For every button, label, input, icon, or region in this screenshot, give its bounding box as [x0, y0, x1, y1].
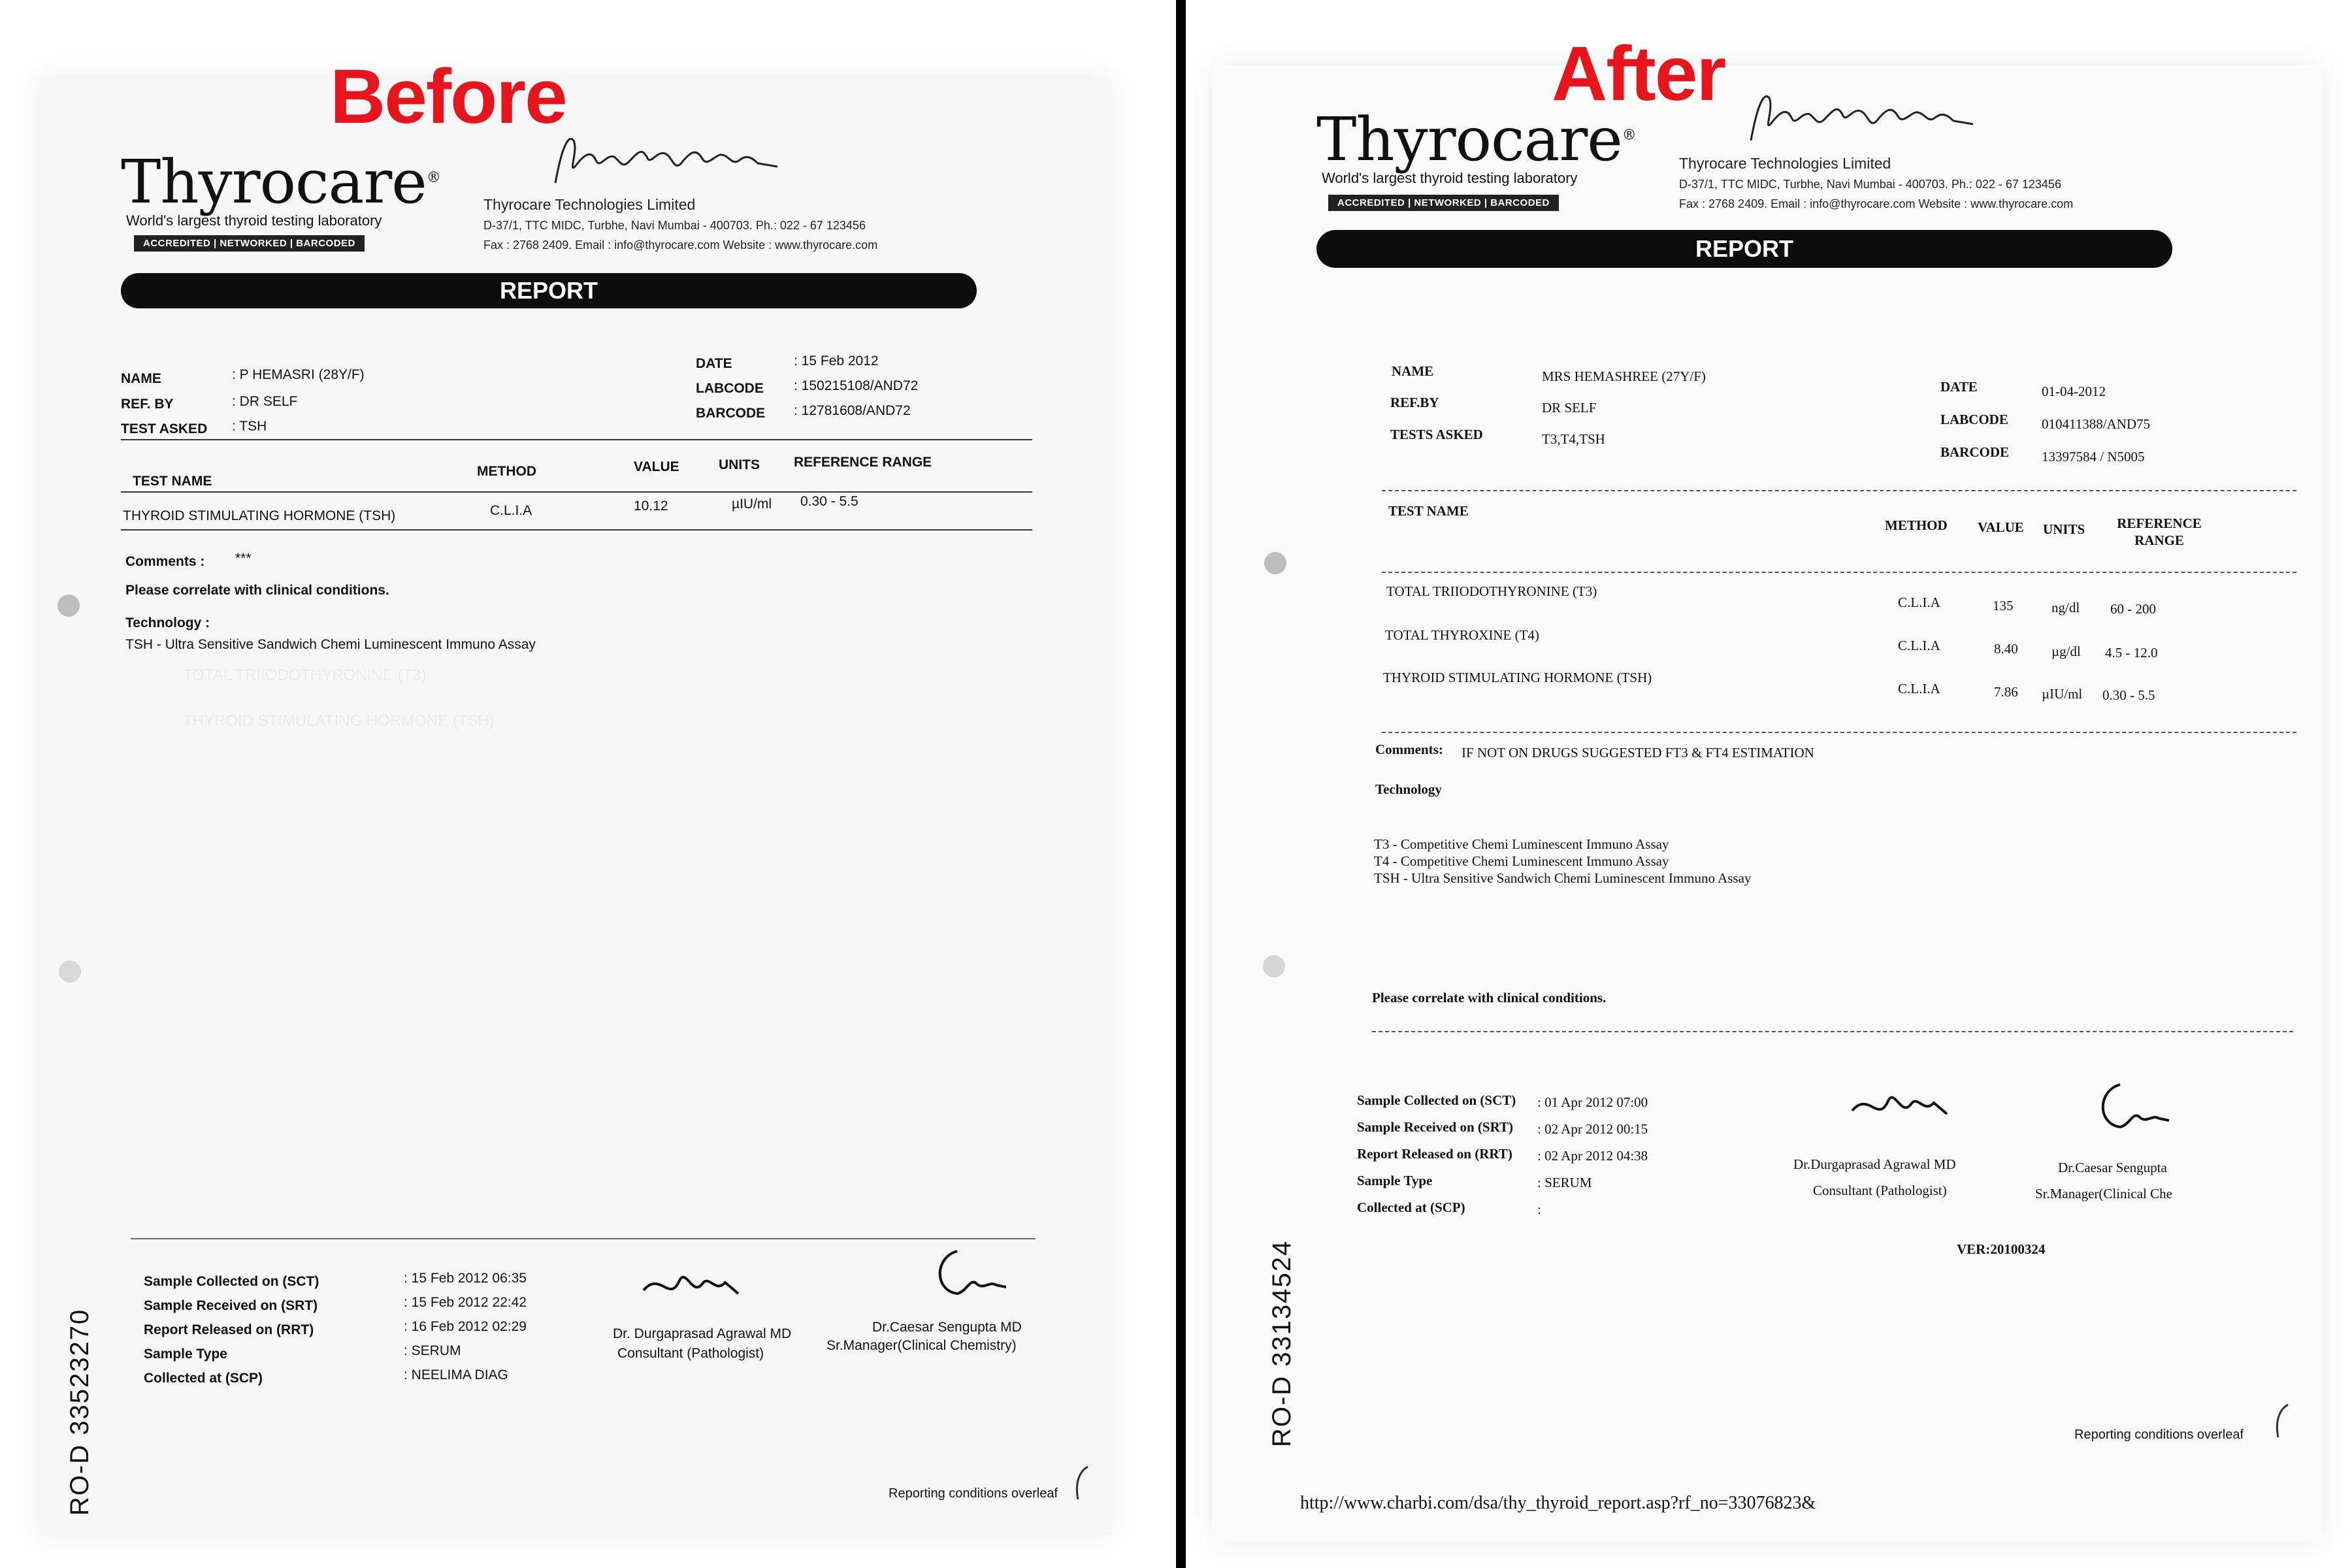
doctor2-name: Dr.Caesar Sengupta: [2058, 1160, 2167, 1175]
thyrocare-logo: [1316, 105, 1636, 174]
company-contact: Fax : 2768 2409. Email : info@thyrocare.com Website : www.thyrocare.com: [483, 238, 878, 252]
th-method: METHOD: [477, 464, 536, 479]
th-test-name: TEST NAME: [133, 474, 212, 489]
comments-value: IF NOT ON DRUGS SUGGESTED FT3 & FT4 ESTIMATION: [1462, 745, 1814, 760]
sample-received-label: Sample Received on (SRT): [144, 1298, 318, 1313]
row-range: 60 - 200: [2110, 601, 2156, 617]
row-range: 0.30 - 5.5: [800, 494, 858, 509]
before-label: Before: [330, 54, 566, 140]
barcode-label: BARCODE: [1940, 444, 2010, 460]
name-label: NAME: [1392, 363, 1434, 379]
sample-type-label: Sample Type: [1357, 1173, 1433, 1188]
row-method: C.L.I.A: [1898, 595, 1940, 610]
row-units: µIU/ml: [732, 497, 772, 512]
row-value: 8.40: [1994, 641, 2018, 657]
divider-rule: [121, 439, 1032, 440]
sample-received-value: : 02 Apr 2012 00:15: [1537, 1121, 1648, 1137]
report-released-label: Report Released on (RRT): [144, 1322, 314, 1337]
signature-icon: [640, 1264, 745, 1310]
printed-url: http://www.charbi.com/dsa/thy_thyroid_report.asp?rf_no=33076823&: [1300, 1493, 1816, 1513]
date-label: DATE: [696, 356, 732, 371]
refby-value: DR SELF: [1542, 400, 1597, 416]
report-released-label: Report Released on (RRT): [1357, 1146, 1512, 1162]
punch-hole: [1263, 955, 1285, 977]
correlate-note: Please correlate with clinical conditions.: [1372, 990, 1607, 1005]
th-value: VALUE: [1978, 519, 2024, 535]
row-method: C.L.I.A: [1898, 638, 1940, 653]
sample-collected-label: Sample Collected on (SCT): [1357, 1092, 1516, 1108]
refby-label: REF. BY: [121, 397, 174, 412]
table-header-rule: [1382, 572, 2296, 573]
row-value: 10.12: [634, 498, 668, 514]
handwriting-icon: [549, 121, 784, 199]
after-panel: [1186, 0, 2352, 1568]
sample-collected-label: Sample Collected on (SCT): [144, 1274, 319, 1289]
punch-hole: [59, 960, 81, 983]
row-units: ng/dl: [2051, 600, 2080, 615]
th-reference-range: REFERENCE RANGE: [794, 455, 932, 470]
registered-mark: ®: [426, 169, 440, 186]
company-address: D-37/1, TTC MIDC, Turbhe, Navi Mumbai - 400703. Ph.: 022 - 67 123456: [483, 219, 866, 232]
correlate-note: Please correlate with clinical conditions.: [125, 583, 389, 598]
comments-label: Comments:: [1375, 742, 1443, 757]
row-value: 7.86: [1994, 684, 2018, 700]
name-value: MRS HEMASHREE (27Y/F): [1542, 368, 1706, 384]
company-name: Thyrocare Technologies Limited: [1679, 155, 1891, 172]
sample-type-value: : SERUM: [404, 1343, 461, 1358]
bleed-through-text: THYROID STIMULATING HORMONE (TSH): [183, 712, 495, 730]
version-label: VER:20100324: [1957, 1241, 2046, 1257]
row-test-name: TOTAL TRIIODOTHYRONINE (T3): [1386, 583, 1597, 599]
logo-text: Thyrocare: [1316, 105, 1622, 174]
handwritten-note: [549, 121, 784, 199]
doctor1-title: Consultant (Pathologist): [1813, 1183, 1947, 1198]
row-method: C.L.I.A: [490, 503, 532, 518]
bleed-through-text: TOTAL TRIIODOTHYRONINE (T3): [183, 666, 427, 684]
tests-label: TESTS ASKED: [1390, 427, 1483, 442]
sample-collected-value: : 15 Feb 2012 06:35: [404, 1271, 527, 1286]
collected-at-value: :: [1537, 1201, 1541, 1217]
signature-icon: [1849, 1085, 1953, 1130]
collected-at-value: : NEELIMA DIAG: [404, 1367, 508, 1382]
after-label: After: [1552, 31, 1725, 117]
barcode-value: : 12781608/AND72: [794, 403, 911, 418]
row-units: µg/dl: [2051, 644, 2081, 659]
technology-line: T4 - Competitive Chemi Luminescent Immuno Assay: [1374, 853, 1669, 869]
doctor2-title: Sr.Manager(Clinical Che: [2035, 1186, 2172, 1201]
th-method: METHOD: [1885, 517, 1948, 533]
sample-type-value: : SERUM: [1537, 1175, 1592, 1190]
punch-hole: [57, 595, 80, 617]
company-contact: Fax : 2768 2409. Email : info@thyrocare.com Website : www.thyrocare.com: [1679, 197, 2074, 210]
after-report-page: [1212, 65, 2323, 1542]
labcode-value: 010411388/AND75: [2042, 416, 2151, 432]
report-title-bar: REPORT: [1316, 230, 2172, 268]
refby-value: : DR SELF: [232, 394, 298, 409]
logo-text: Thyrocare: [121, 147, 427, 217]
refby-label: REF.BY: [1390, 395, 1439, 410]
comments-label: Comments :: [125, 554, 205, 569]
th-value: VALUE: [634, 459, 679, 474]
footer-rule: [1372, 1031, 2293, 1032]
date-label: DATE: [1940, 379, 1978, 395]
thyrocare-logo: [121, 147, 440, 217]
signature-icon: [931, 1245, 1009, 1303]
row-range: 0.30 - 5.5: [2102, 687, 2155, 703]
barcode-value: 13397584 / N5005: [2042, 449, 2145, 465]
doctor2-title: Sr.Manager(Clinical Chemistry): [826, 1338, 1017, 1353]
collected-at-label: Collected at (SCP): [1357, 1200, 1465, 1215]
doctor1-title: Consultant (Pathologist): [617, 1346, 764, 1361]
registered-mark: ®: [1622, 127, 1636, 144]
technology-line: TSH - Ultra Sensitive Sandwich Chemi Luminescent Immuno Assay: [125, 637, 536, 652]
row-test-name: TOTAL THYROXINE (T4): [1385, 627, 1539, 643]
row-method: C.L.I.A: [1898, 681, 1940, 696]
doctor2-name: Dr.Caesar Sengupta MD: [872, 1320, 1022, 1335]
name-value: : P HEMASRI (28Y/F): [232, 367, 365, 382]
handwriting-icon: [1744, 78, 1980, 157]
table-bottom-rule: [121, 529, 1032, 531]
sample-received-label: Sample Received on (SRT): [1357, 1119, 1513, 1135]
report-released-value: : 02 Apr 2012 04:38: [1537, 1148, 1648, 1164]
th-units: UNITS: [719, 457, 760, 472]
tests-value: : TSH: [232, 419, 267, 434]
doctor1-name: Dr. Durgaprasad Agrawal MD: [613, 1326, 792, 1341]
row-range: 4.5 - 12.0: [2105, 645, 2158, 661]
table-bottom-rule: [1382, 732, 2296, 733]
vertical-barcode-number: RO-D 33134524: [1267, 1239, 1296, 1447]
sample-type-label: Sample Type: [144, 1347, 227, 1362]
punch-hole: [1264, 552, 1286, 574]
barcode-label: BARCODE: [696, 406, 766, 421]
accreditation-strip: ACCREDITED | NETWORKED | BARCODED: [1328, 195, 1559, 211]
divider-rule: [1382, 490, 2296, 491]
row-test-name: THYROID STIMULATING HORMONE (TSH): [1383, 670, 1652, 685]
technology-line: T3 - Competitive Chemi Luminescent Immuno Assay: [1374, 836, 1669, 852]
th-test-name: TEST NAME: [1388, 503, 1469, 519]
logo-tagline: World's largest thyroid testing laboratory: [126, 212, 382, 229]
comments-value: ***: [235, 551, 252, 566]
signature-icon: [2094, 1078, 2172, 1137]
panel-divider: [1176, 0, 1186, 1568]
collected-at-label: Collected at (SCP): [144, 1371, 263, 1386]
vertical-barcode-number: RO-D 33523270: [65, 1308, 94, 1516]
row-units: µIU/ml: [2042, 686, 2083, 702]
technology-line: TSH - Ultra Sensitive Sandwich Chemi Luminescent Immuno Assay: [1374, 870, 1752, 886]
company-address: D-37/1, TTC MIDC, Turbhe, Navi Mumbai - 400703. Ph.: 022 - 67 123456: [1679, 178, 2061, 191]
curl-arrow-icon: [1071, 1463, 1091, 1503]
sample-collected-value: : 01 Apr 2012 07:00: [1537, 1094, 1648, 1110]
logo-tagline: World's largest thyroid testing laboratory: [1322, 170, 1578, 186]
tests-label: TEST ASKED: [121, 421, 208, 436]
report-released-value: : 16 Feb 2012 02:29: [404, 1319, 527, 1334]
sample-received-value: : 15 Feb 2012 22:42: [404, 1295, 527, 1310]
row-value: 135: [1993, 598, 2014, 613]
date-value: : 15 Feb 2012: [794, 353, 879, 368]
doctor1-name: Dr.Durgaprasad Agrawal MD: [1793, 1156, 1956, 1172]
report-title-bar: REPORT: [121, 273, 977, 308]
technology-label: Technology :: [125, 615, 210, 630]
th-reference-range: REFERENCE RANGE: [2117, 515, 2202, 548]
labcode-value: : 150215108/AND72: [794, 378, 919, 393]
tests-value: T3,T4,TSH: [1542, 431, 1605, 447]
table-header-rule: [121, 491, 1032, 493]
company-name: Thyrocare Technologies Limited: [483, 196, 696, 213]
name-label: NAME: [121, 371, 161, 386]
date-value: 01-04-2012: [2042, 384, 2106, 399]
footer-note: Reporting conditions overleaf: [889, 1486, 1058, 1501]
th-units: UNITS: [2043, 521, 2085, 537]
row-test-name: THYROID STIMULATING HORMONE (TSH): [123, 508, 396, 523]
footer-note: Reporting conditions overleaf: [2074, 1428, 2244, 1442]
curl-arrow-icon: [2272, 1401, 2291, 1441]
labcode-label: LABCODE: [696, 381, 764, 396]
technology-label: Technology: [1375, 781, 1442, 797]
accreditation-strip: ACCREDITED | NETWORKED | BARCODED: [134, 235, 365, 252]
footer-rule: [131, 1238, 1036, 1239]
labcode-label: LABCODE: [1940, 412, 2008, 427]
